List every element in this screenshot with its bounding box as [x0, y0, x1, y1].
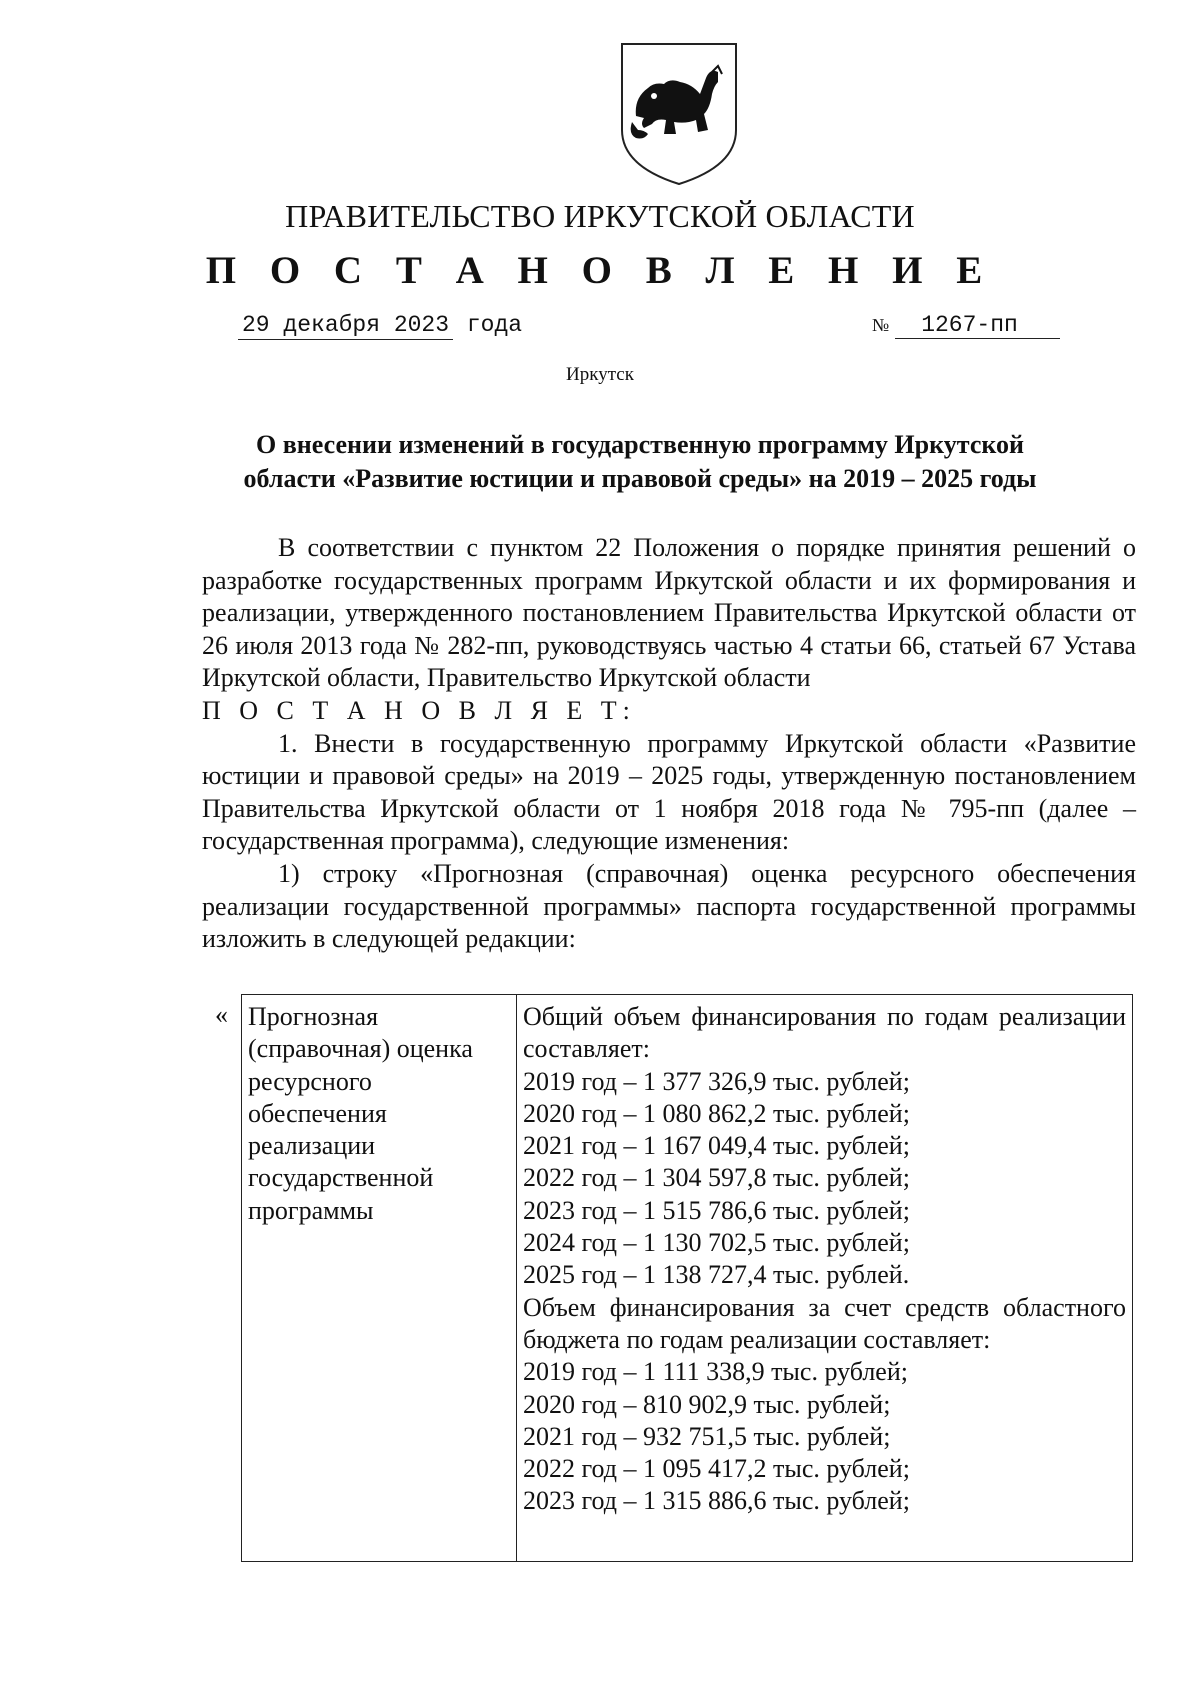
row-value-cell [517, 995, 1133, 1562]
row-label-cell [242, 995, 517, 1562]
row-label-line: обеспечения [248, 1098, 387, 1128]
row-label-line: Прогнозная [248, 1002, 379, 1031]
row-label-line: (справочная) оценка [248, 1034, 473, 1064]
number-sign: № [872, 315, 890, 335]
total-financing-row: 2025 год – 1 138 727,4 тыс. рублей. [523, 1260, 910, 1290]
document-body [202, 532, 1136, 956]
row-label-line: государственной [248, 1163, 434, 1193]
row-label-line: реализации [248, 1131, 376, 1161]
row-label-line: программы [248, 1195, 374, 1225]
total-financing-row: 2023 год – 1 515 786,6 тыс. рублей; [523, 1195, 910, 1225]
open-quote: « [215, 1000, 228, 1029]
document-number [872, 312, 1072, 339]
paragraph-preamble: В соответствии с пунктом 22 Положения о порядке принятия решений о разработке государственных программ Иркутской области и их формирования и реализации, утвержденного постановлением Правительства Иркутской области от 26 июля 2013 года № 282-пп, руководствуясь частью 4 статьи 66, статьей 67 Устава Иркутской области, Правительство Иркутской области [202, 533, 1136, 693]
regional-financing-row: 2021 год – 932 751,5 тыс. рублей; [523, 1421, 891, 1451]
city-name: Иркутск [566, 364, 634, 385]
date-suffix: года [466, 312, 523, 338]
subject-line: области «Развитие юстиции и правовой среды» на 2019 – 2025 годы [243, 464, 1037, 493]
total-financing-row: 2019 год – 1 377 326,9 тыс. рублей; [523, 1066, 910, 1096]
government-title: ПРАВИТЕЛЬСТВО ИРКУТСКОЙ ОБЛАСТИ [285, 198, 915, 234]
resolve-heading: П О С Т А Н О В Л Я Е Т: [202, 695, 636, 725]
document-subject [200, 428, 1080, 496]
document-date [238, 312, 522, 340]
regional-financing-row: 2023 год – 1 315 886,6 тыс. рублей; [523, 1486, 910, 1516]
row-label-line: ресурсного [248, 1066, 372, 1096]
date-value: 29 декабря 2023 [238, 312, 453, 340]
total-financing-row: 2020 год – 1 080 862,2 тыс. рублей; [523, 1098, 910, 1128]
subject-line: О внесении изменений в государственную программу Иркутской [256, 430, 1024, 459]
number-value: 1267-пп [895, 312, 1060, 339]
total-financing-row: 2021 год – 1 167 049,4 тыс. рублей; [523, 1131, 910, 1161]
paragraph-item-1: 1. Внести в государственную программу Иркутской области «Развитие юстиции и правовой среды» на 2019 – 2025 годы, утвержденную постановлением Правительства Иркутской области от 1 ноября 2018 года № 795-пп (далее – государственная программа), следующие изменения: [202, 728, 1136, 856]
total-financing-row: 2022 год – 1 304 597,8 тыс. рублей; [523, 1163, 910, 1193]
regional-financing-row: 2022 год – 1 095 417,2 тыс. рублей; [523, 1454, 910, 1484]
document-type-heading: П О С Т А Н О В Л Е Н И Е [205, 249, 995, 292]
coat-of-arms-icon [614, 38, 744, 188]
total-financing-row: 2024 год – 1 130 702,5 тыс. рублей; [523, 1228, 910, 1258]
regional-financing-row: 2020 год – 810 902,9 тыс. рублей; [523, 1389, 891, 1419]
total-financing-intro: Общий объем финансирования по годам реализации составляет: [523, 1002, 1126, 1064]
table-row [242, 995, 1133, 1562]
regional-financing-row: 2019 год – 1 111 338,9 тыс. рублей; [523, 1357, 908, 1387]
passport-table [241, 994, 1133, 1562]
regional-financing-intro: Объем финансирования за счет средств областного бюджета по годам реализации составляет: [523, 1292, 1126, 1354]
paragraph-subitem-1: 1) строку «Прогнозная (справочная) оценка ресурсного обеспечения реализации государственной программы» паспорта государственной программы изложить в следующей редакции: [202, 858, 1136, 954]
